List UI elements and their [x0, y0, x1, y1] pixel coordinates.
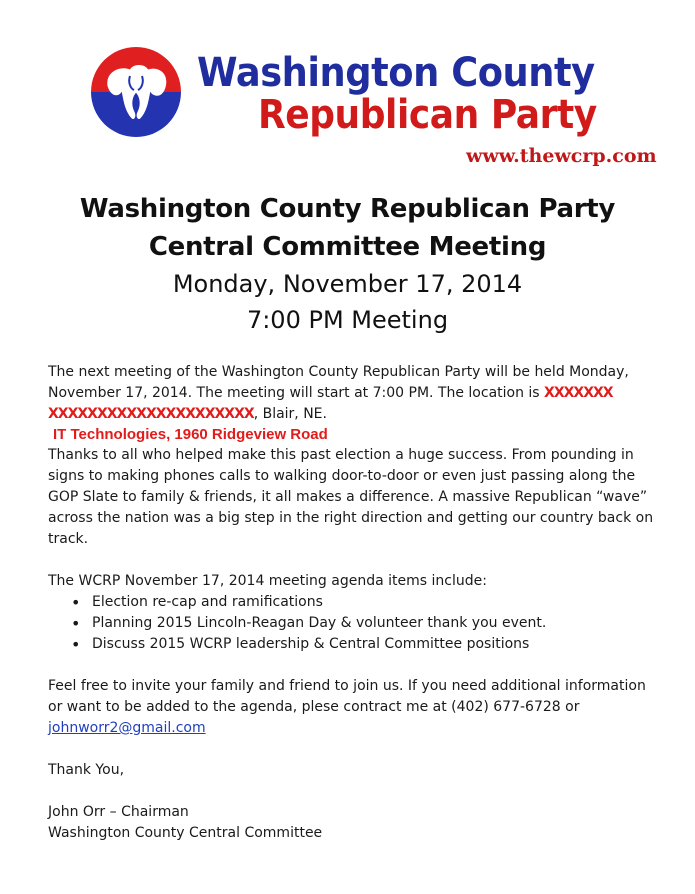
title-meeting: Central Committee Meeting — [148, 232, 547, 262]
agenda-item: • Discuss 2015 WCRP leadership & Central Committee positions — [92, 634, 658, 655]
p1-line3-suffix: , Blair, NE. — [253, 406, 327, 422]
paragraph-location — [48, 362, 658, 425]
contact-text: Feel free to invite your family and friend to join us. If you need additional information or want to be added to the agenda, plese contract me at (402) 677-6728 or — [48, 678, 646, 715]
signer-org: Washington County Central Committee — [48, 825, 323, 841]
agenda-item: • Planning 2015 Lincoln-Reagan Day & volunteer thank you event. — [92, 613, 658, 634]
p1-line1: The next meeting of the Washington County Republican Party will be held Monday, — [48, 364, 629, 380]
agenda-item: • Election re-cap and ramifications — [92, 592, 658, 613]
title-party: Washington County Republican Party — [79, 194, 616, 224]
location-correction: IT Technologies, 1960 Ridgeview Road — [53, 426, 328, 443]
website-link[interactable]: www.thewcrp.com — [466, 145, 657, 167]
meeting-title-block — [0, 190, 695, 338]
p1-line2-prefix: November 17, 2014. The meeting will start at 7:00 PM. The location is — [48, 385, 545, 401]
email-link[interactable]: johnworr2@gmail.com — [48, 720, 206, 736]
meeting-time: 7:00 PM Meeting — [246, 306, 449, 334]
org-name-line2: Republican Party — [258, 92, 597, 138]
redacted-text-2: XXXXXXXXXXXXXXXXXXXXX — [48, 406, 254, 422]
paragraph-thanks: Thanks to all who helped make this past election a huge success. From pounding in signs to making phones calls to walking door-to-door or even just passing along the GOP Slate to family & friends, it all makes a difference. A massive Republican “wave” across the nation was a big step in the right direction and getting our country back on track. — [48, 447, 654, 547]
paragraph-contact — [48, 676, 658, 739]
closing: Thank You, — [48, 762, 125, 778]
agenda-list — [48, 592, 658, 655]
meeting-date: Monday, November 17, 2014 — [172, 270, 523, 298]
org-name-line1: Washington County — [197, 50, 595, 96]
letter-body — [48, 362, 658, 844]
redacted-text-1: XXXXXXX — [544, 385, 613, 401]
agenda-intro: The WCRP November 17, 2014 meeting agenda items include: — [48, 573, 487, 589]
elephant-logo-icon — [90, 46, 182, 138]
signer-name: John Orr – Chairman — [48, 804, 189, 820]
letterhead — [0, 0, 695, 180]
